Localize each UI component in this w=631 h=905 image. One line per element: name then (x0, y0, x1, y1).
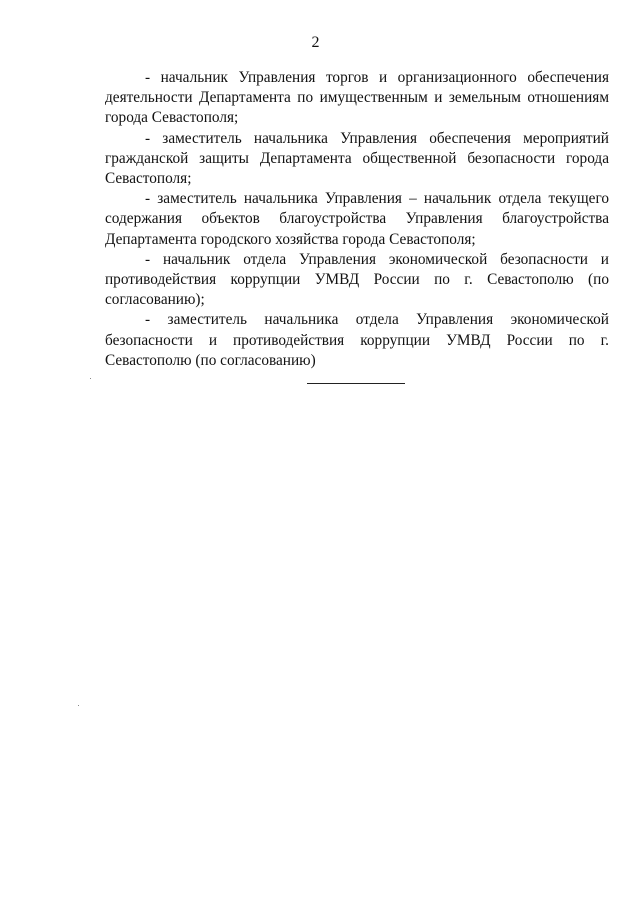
scan-speck (78, 705, 79, 706)
list-of-officials (105, 68, 609, 371)
page-number: 2 (311, 34, 320, 51)
list-item: - начальник отдела Управления экономической безопасности и противодействия коррупции УМВД России по г. Севастополю (по согласованию); (105, 250, 609, 309)
end-separator-line (307, 383, 405, 384)
scan-speck (90, 378, 91, 379)
list-item: - заместитель начальника отдела Управления экономической безопасности и противодействия коррупции УМВД России по г. Севастополю (по согласованию) (105, 311, 609, 369)
list-item: - начальник Управления торгов и организационного обеспечения деятельности Департамента по имущественным и земельным отношениям города Севастополя; (105, 69, 609, 127)
list-item: - заместитель начальника Управления – начальник отдела текущего содержания объектов благоустройства Управления благоустройства Департамента городского хозяйства города Севастополя; (105, 190, 609, 248)
list-item: - заместитель начальника Управления обеспечения мероприятий гражданской защиты Департамента общественной безопасности города Севастополя; (105, 129, 609, 188)
